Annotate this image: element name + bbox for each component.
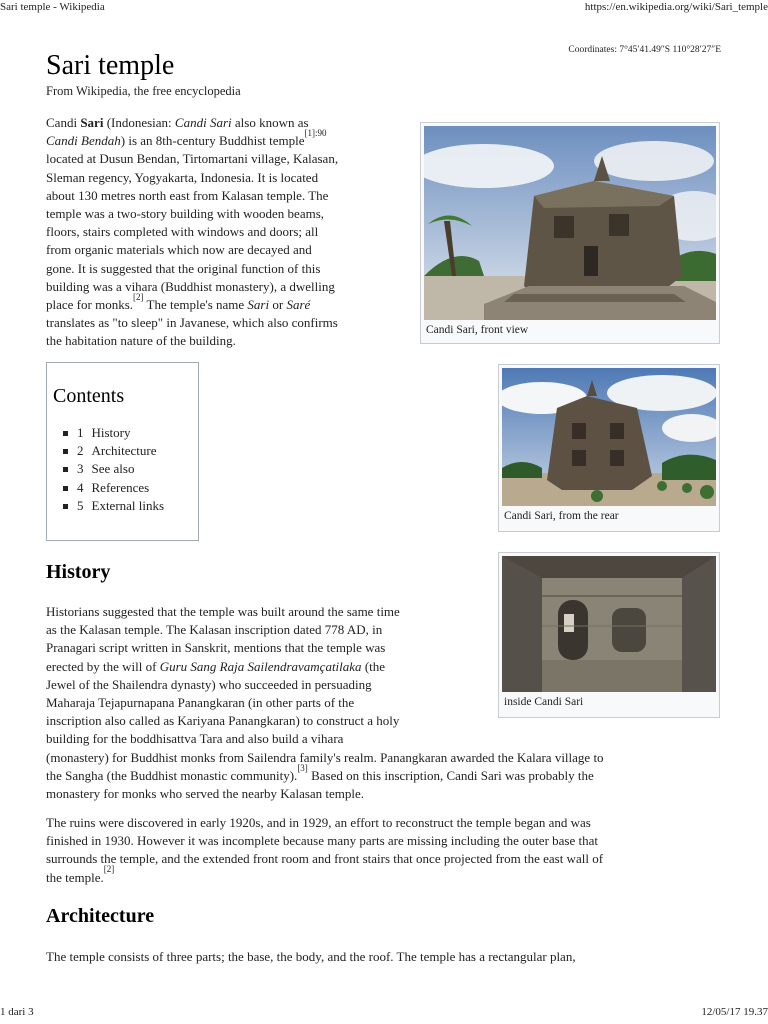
print-header-title: Sari temple - Wikipedia — [0, 1, 105, 13]
figure-caption: inside Candi Sari — [504, 696, 584, 708]
intro-paragraph: Candi Sari (Indonesian: Candi Sari also known as Candi Bendah) is an 8th-century Buddhist temple$^{[1]:90}$ located at Dusun Bendan, Tirtomartani village, Kalasan, Sleman regency, Yogyakarta, Indonesia. It is located about 130 metres north east from Kalasan temple. The temple was a two-story building with wooden beams, floors, stairs completed with windows and doors; all from organic materials which now are decayed and gone. It is suggested that the original function of this building was a vihara (Buddhist monastery), a dwelling place for monks.[2] The temple's name Sari or Saré translates as "to sleep" in Javanese, which also confirms the habitation nature of the building. — [46, 115, 339, 349]
print-footer-page: 1 dari 3 — [0, 1006, 34, 1018]
citation-link[interactable]: [1]:90 — [304, 127, 327, 138]
history-paragraph-2: The ruins were discovered in early 1920s, and in 1929, an effort to reconstruct the temple began and was finished in 1930. However it was incomplete because many parts are missing including the outer base that surrounds the temple, and the extended front room and front stairs that once projected from the east wall of the temple.[2] — [46, 815, 604, 885]
architecture-heading: Architecture — [46, 905, 155, 927]
citation-link[interactable]: [3] — [297, 762, 308, 773]
print-footer-date: 12/05/17 19.37 — [701, 1006, 768, 1018]
history-paragraph-1: Historians suggested that the temple was built around the same time as the Kalasan temple. The Kalasan inscription dated 778 AD, in Pranagari script written in Sanskrit, mentions that the temple was erected by the will of Guru Sang Raja Sailendravamçatilaka (the Jewel of the Shailendra dynasty) who succeeded in persuading Maharaja Tejapurnapana Panangkaran (in other parts of the inscription also called as Kariyana Panangkaran) to construct a holy building for the boddhisattva Tara and also build a vihara (monastery) for Buddhist monks from Sailendra family's realm. Panangkaran awarded the Kalara village to the Sangha (the Buddhist monastic community).[3] Based on this inscription, Candi Sari was probably the monastery for monks who served the nearby Kalasan temple. — [46, 604, 604, 802]
temple-front-photo[interactable] — [424, 126, 716, 320]
figure-rear-view — [498, 364, 720, 532]
toc-item-external-links[interactable]: 5 External links — [77, 497, 192, 515]
table-of-contents — [46, 362, 199, 541]
coordinates[interactable]: Coordinates: 7°45′41.49″S 110°28′27″E — [568, 45, 721, 55]
page-title: Sari temple — [46, 50, 175, 81]
history-heading: History — [46, 561, 111, 583]
toc-item-see-also[interactable]: 3 See also — [77, 460, 192, 478]
citation-link[interactable]: [2] — [133, 291, 144, 302]
toc-item-references[interactable]: 4 References — [77, 479, 192, 497]
figure-caption: Candi Sari, from the rear — [504, 510, 619, 522]
toc-title: Contents — [53, 385, 125, 407]
toc-item-architecture[interactable]: 2 Architecture — [77, 442, 192, 460]
figure-front-view — [420, 122, 720, 344]
toc-item-history[interactable]: 1 History — [77, 424, 192, 442]
architecture-paragraph-1: The temple consists of three parts; the base, the body, and the roof. The temple has a rectangular plan, — [46, 949, 576, 964]
figure-caption: Candi Sari, front view — [426, 324, 529, 336]
print-header-url: https://en.wikipedia.org/wiki/Sari_temple — [584, 1, 768, 13]
temple-rear-photo[interactable] — [502, 368, 716, 506]
citation-link[interactable]: [2] — [103, 864, 115, 875]
page-subtitle: From Wikipedia, the free encyclopedia — [46, 84, 241, 98]
